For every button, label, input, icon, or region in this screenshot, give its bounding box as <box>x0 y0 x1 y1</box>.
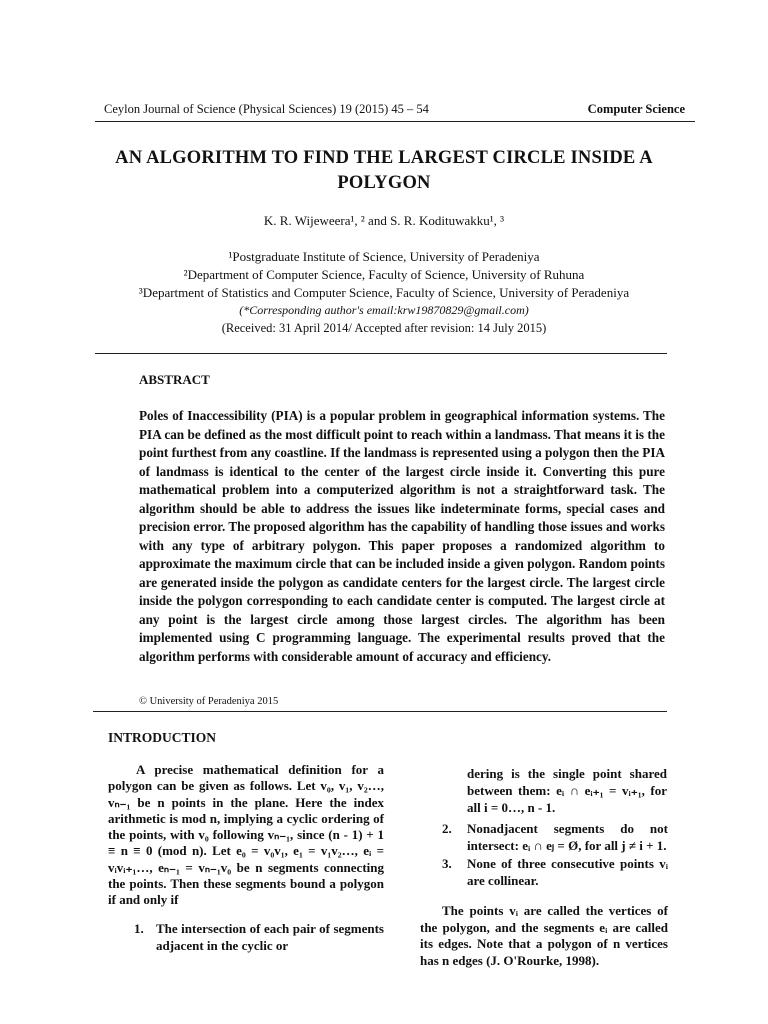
header-rule <box>95 121 695 122</box>
affiliation-3: ³Department of Statistics and Computer Science, Faculty of Science, University of Peradeniya <box>138 285 630 300</box>
abstract-text: Poles of Inaccessibility (PIA) is a popular problem in geographical information systems. The PIA can be defined as the most difficult point to reach within a landmass. That means it is the point furthest from any coastline. If the landmass is represented using a polygon then the PIA of landmass is identical to the center of the largest circle inside it. Converting this pure mathematical problem into a computerized algorithm is not a straightforward task. The algorithm should be able to address the issues like indeterminate forms, special cases and precision error. The proposed algorithm has the capability of handling those issues and works with any type of arbitrary polygon. This paper proposes a randomized algorithm to approximate the maximum circle that can be included inside a given polygon. Random points are generated inside the polygon as candidate centers for the largest circle. The largest circle inside the polygon corresponding to each candidate center is computed. The largest circle at any point is the largest circle among those largest circles. The algorithm has been implemented using C programming language. The experimental results proved that the algorithm performs with considerable amount of accuracy and efficiency. <box>139 408 665 664</box>
list-item-2 <box>420 820 668 856</box>
list-item-1-continued: dering is the single point shared between them: eᵢ ∩ eᵢ₊₁ = vᵢ₊₁, for all i = 0…, n - 1. <box>467 766 667 815</box>
list-number: 1. <box>134 921 144 936</box>
affiliation-2: ²Department of Computer Science, Faculty of Science, University of Ruhuna <box>183 267 585 282</box>
vertices-paragraph: The points vᵢ are called the vertices of the polygon, and the segments eᵢ are called its edges. Note that a polygon of n vertices has n edges (J. O'Rourke, 1998). <box>420 903 668 968</box>
list-item-1 <box>108 920 384 960</box>
list-number: 2. <box>442 821 452 836</box>
list-number: 3. <box>442 856 452 871</box>
affiliation-1: ¹Postgraduate Institute of Science, University of Peradeniya <box>228 249 540 264</box>
copyright-notice: © University of Peradeniya 2015 <box>139 696 279 707</box>
title-rule <box>95 353 667 354</box>
list-text: None of three consecutive points vᵢ are collinear. <box>467 856 668 888</box>
section-label: Computer Science <box>587 102 685 116</box>
intro-paragraph: A precise mathematical definition for a polygon can be given as follows. Let v₀, v₁, v₂…, vₙ₋₁ be n points in the plane. Here the index arithmetic is mod n, implying a cyclic ordering of the points, with v₀ following vₙ₋₁, since (n - 1) + 1 ≡ n ≡ 0 (mod n). Let e₀ = v₀v₁, e₁ = v₁v₂…, eᵢ = vᵢvᵢ₊₁…, eₙ₋₁ = vₙ₋₁v₀ be n segments connecting the points. Then these segments bound a polygon if and only if <box>108 762 384 908</box>
abstract-heading: ABSTRACT <box>139 372 210 387</box>
list-text: The intersection of each pair of segments adjacent in the cyclic or <box>156 921 384 953</box>
abstract-rule <box>93 711 667 712</box>
introduction-heading: INTRODUCTION <box>108 730 217 745</box>
list-text: Nonadjacent segments do not intersect: eᵢ ∩ eⱼ = Ø, for all j ≠ i + 1. <box>467 821 668 853</box>
paper-title: AN ALGORITHM TO FIND THE LARGEST CIRCLE INSIDE A POLYGON <box>115 148 653 193</box>
journal-header: Ceylon Journal of Science (Physical Sciences) 19 (2015) 45 – 54 <box>104 102 429 116</box>
author-list: K. R. Wijeweera¹, ² and S. R. Kodituwakku¹, ³ <box>263 213 505 228</box>
received-dates: (Received: 31 April 2014/ Accepted after revision: 14 July 2015) <box>221 321 547 335</box>
list-item-3 <box>420 855 668 891</box>
corresponding-email: (*Corresponding author's email:krw19870829@gmail.com) <box>239 303 529 317</box>
